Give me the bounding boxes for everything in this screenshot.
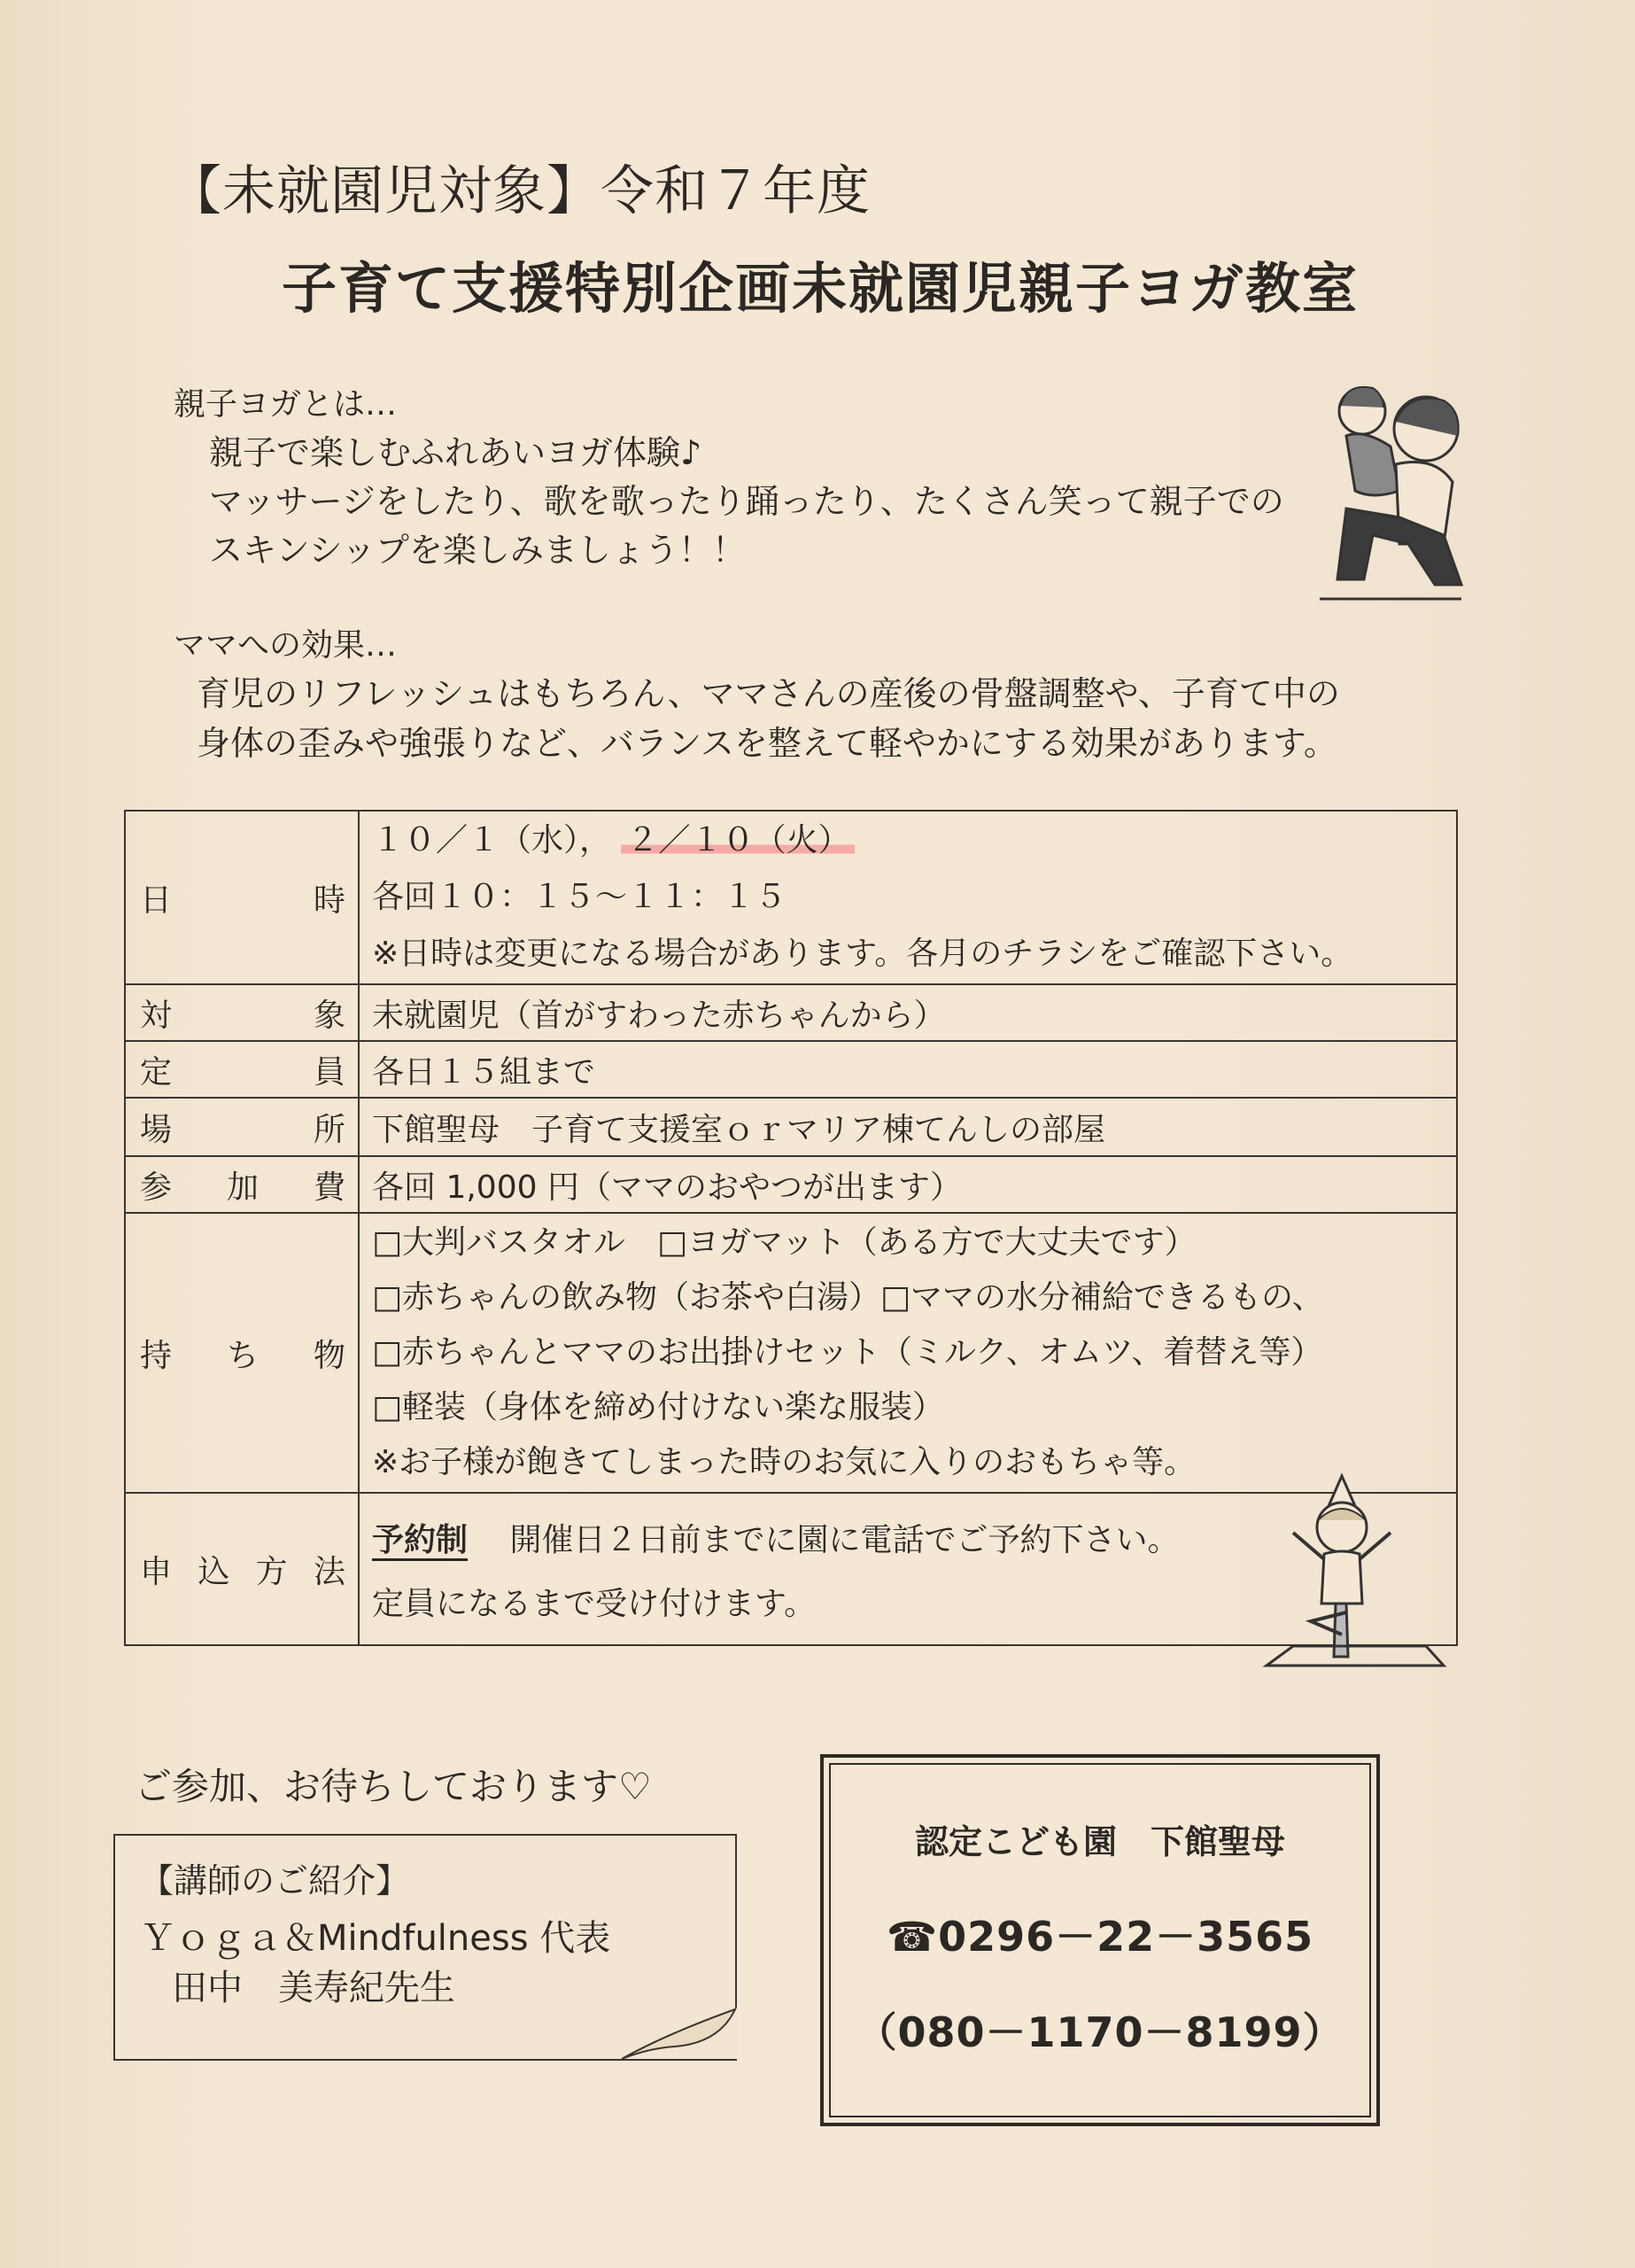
date-second-highlighted: ２／１０（火） [621,822,855,858]
effects-line-2: 身体の歪みや強張りなど、バランスを整えて軽やかにする効果があります。 [197,724,1337,763]
items-line-4: □軽装（身体を締め付けない楽な服装） [372,1389,945,1425]
label-apply-c: 方 [255,1553,288,1590]
instructor-note-card [113,1834,737,2061]
items-line-3: □赤ちゃんとママのお出掛けセット（ミルク、オムツ、着替え等） [372,1334,1323,1371]
contact-box [820,1754,1380,2126]
instructor-org: Ｙｏｇａ＆Mindfulness 代表 [140,1918,611,1959]
instructor-title: 【講師のご紹介】 [140,1861,410,1900]
label-capacity-b: 員 [313,1053,345,1091]
label-apply-a: 申 [140,1553,173,1590]
effects-line-1: 育児のリフレッシュはもちろん、ママさんの産後の骨盤調整や、子育て中の [197,674,1340,713]
time-value: 各回１０：１５～１１：１５ [372,879,787,915]
label-datetime-b: 時 [313,882,345,919]
capacity-value: 各日１５組まで [359,1041,1457,1098]
datetime-note: ※日時は変更になる場合があります。各月のチラシをご確認下さい。 [372,936,1353,972]
label-apply-d: 法 [313,1553,345,1590]
label-place-a: 場 [140,1111,173,1148]
label-place-b: 所 [313,1111,345,1148]
school-name: 認定こども園 下館聖母 [914,1822,1285,1861]
fee-value: 各回 1,000 円（ママのおやつが出ます） [359,1156,1457,1213]
place-value: 下館聖母 子育て支援室ｏｒマリア棟てんしの部屋 [359,1098,1457,1156]
about-line-3: スキンシップを楽しみましょう！！ [209,531,746,570]
about-line-1: 親子で楽しむふれあいヨガ体験♪ [209,433,702,472]
yoga-pose-illustration [1231,1471,1453,1674]
label-capacity-a: 定 [140,1053,173,1091]
table-row-capacity [125,1041,1457,1098]
table-row-fee [125,1156,1457,1213]
label-items-a: 持 [140,1337,173,1374]
effects-heading: ママへの効果… [174,627,398,664]
label-fee-a: 参 [140,1169,173,1206]
label-fee-b: 加 [226,1169,259,1206]
label-datetime-a: 日 [140,882,173,919]
label-items-b: ち [226,1337,259,1374]
apply-line-2: 定員になるまで受け付けます。 [372,1586,817,1622]
parent-child-illustration [1311,367,1488,606]
table-row-place [125,1098,1457,1156]
items-line-2: □赤ちゃんの飲み物（お茶や白湯）□ママの水分補給できるもの、 [372,1279,1324,1316]
label-apply-b: 込 [198,1553,230,1590]
items-line-1: □大判バスタオル □ヨガマット（ある方で大丈夫です） [372,1224,1197,1261]
about-line-2: マッサージをしたり、歌を歌ったり踊ったり、たくさん笑って親子での [209,482,1284,521]
flyer-subtitle: 【未就園児対象】令和７年度 [168,160,871,222]
instructor-name: 田中 美寿紀先生 [172,1968,455,2008]
page-curl-icon [604,2008,737,2061]
table-row-datetime [125,811,1457,984]
closing-message: ご参加、お待ちしております♡ [135,1765,652,1808]
target-value: 未就園児（首がすわった赤ちゃんから） [359,984,1457,1041]
mobile-number: （080－1170－8199） [856,2008,1344,2056]
items-line-5: ※お子様が飽きてしまった時のお気に入りのおもちゃ等。 [372,1444,1197,1480]
label-target-b: 象 [313,997,345,1034]
reservation-required: 予約制 [372,1522,468,1561]
flyer-title: 子育て支援特別企画未就園児親子ヨガ教室 [282,256,1360,321]
about-heading: 親子ヨガとは… [174,386,398,423]
label-fee-c: 費 [313,1169,345,1206]
label-target-a: 対 [140,997,173,1034]
date-first: １０／１（水）， [372,822,612,858]
phone-number: ☎0296－22－3565 [886,1913,1314,1961]
label-items-c: 物 [313,1337,345,1374]
table-row-target [125,984,1457,1041]
apply-line-1: 開催日２日前までに園に電話でご予約下さい。 [509,1522,1180,1558]
table-row-items [125,1213,1457,1493]
